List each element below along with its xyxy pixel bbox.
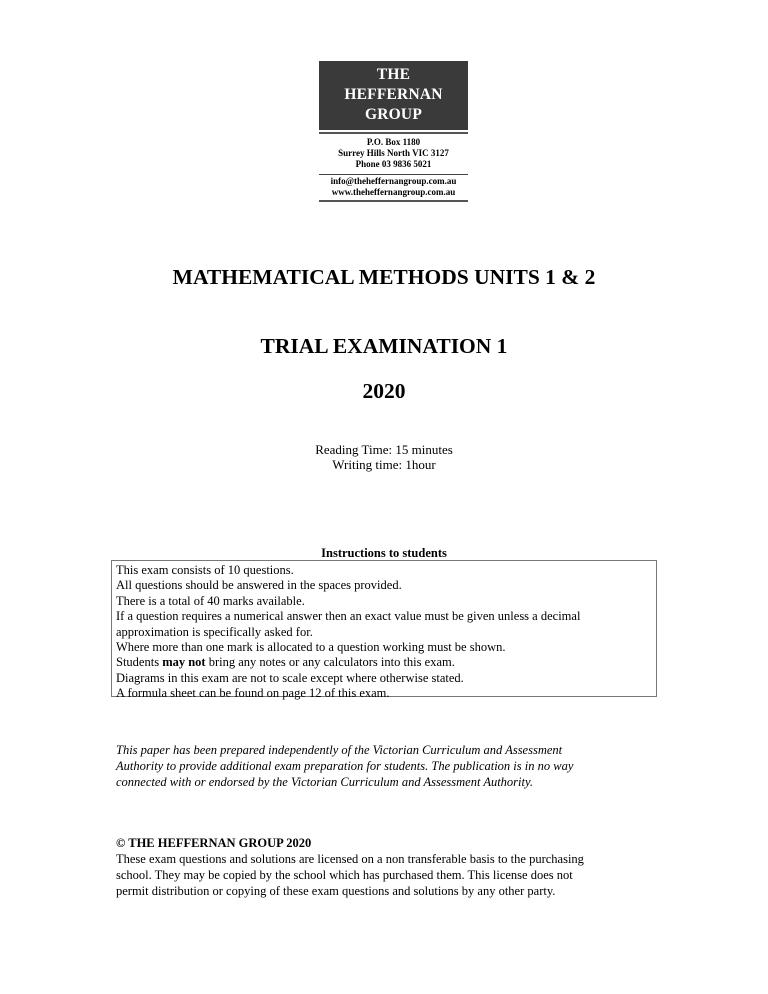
logo-contact (319, 176, 468, 198)
instruction-line: This exam consists of 10 questions. (116, 563, 294, 577)
students-bold: may not (162, 655, 206, 670)
instruction-line: A formula sheet can be found on page 12 of this exam. (116, 686, 390, 701)
copyright-body (116, 851, 676, 899)
instruction-line-students (116, 655, 652, 670)
email-text: info@theheffernangroup.com.au (330, 176, 457, 186)
logo-divider (319, 200, 468, 202)
exam-title: MATHEMATICAL METHODS UNITS 1 & 2 (172, 265, 596, 289)
copyright-line: These exam questions and solutions are licensed on a non transferable basis to the purchasing (116, 852, 584, 866)
address-line: Surrey Hills North VIC 3127 (338, 148, 449, 158)
copyright-heading: © THE HEFFERNAN GROUP 2020 (116, 836, 312, 850)
writing-time: Writing time: 1hour (332, 457, 436, 472)
logo-address (319, 134, 468, 170)
copyright-line: permit distribution or copying of these exam questions and solutions by any other party. (116, 884, 556, 898)
copyright-section (116, 835, 676, 899)
instructions-heading: Instructions to students (321, 546, 447, 560)
disclaimer-line: This paper has been prepared independently of the Victorian Curriculum and Assessment (116, 743, 563, 757)
publisher-logo (319, 61, 468, 202)
instruction-line: approximation is specifically asked for. (116, 624, 313, 639)
instruction-line: Where more than one mark is allocated to a question working must be shown. (116, 640, 506, 655)
disclaimer-line: Authority to provide additional exam preparation for students. The publication is in no way (116, 759, 574, 773)
exam-subtitle: TRIAL EXAMINATION 1 (260, 334, 508, 358)
disclaimer-line: connected with or endorsed by the Victorian Curriculum and Assessment Authority. (116, 775, 533, 789)
logo-name-box (319, 61, 468, 130)
logo-name-line: THE (376, 66, 411, 83)
website-text: www.theheffernangroup.com.au (331, 187, 456, 197)
logo-name-line: GROUP (365, 106, 422, 123)
exam-times (0, 442, 768, 472)
logo-name-line: HEFFERNAN (344, 86, 443, 103)
logo-divider (319, 174, 468, 175)
instructions-box (111, 560, 657, 701)
copyright-line: school. They may be copied by the school which has purchased them. This license does not (116, 868, 573, 882)
disclaimer (116, 742, 676, 790)
instruction-line: If a question requires a numerical answer then an exact value must be given unless a decimal (116, 609, 581, 624)
exam-year: 2020 (362, 379, 406, 403)
students-prefix: Students (116, 655, 163, 670)
reading-time: Reading Time: 15 minutes (315, 442, 453, 457)
address-line: Phone 03 9836 5021 (355, 159, 432, 169)
instruction-line: There is a total of 40 marks available. (116, 593, 305, 608)
address-line: P.O. Box 1180 (366, 137, 421, 147)
instruction-line: All questions should be answered in the spaces provided. (116, 578, 402, 593)
students-suffix: bring any notes or any calculators into this exam. (205, 655, 455, 670)
instruction-line: Diagrams in this exam are not to scale except where otherwise stated. (116, 670, 464, 685)
